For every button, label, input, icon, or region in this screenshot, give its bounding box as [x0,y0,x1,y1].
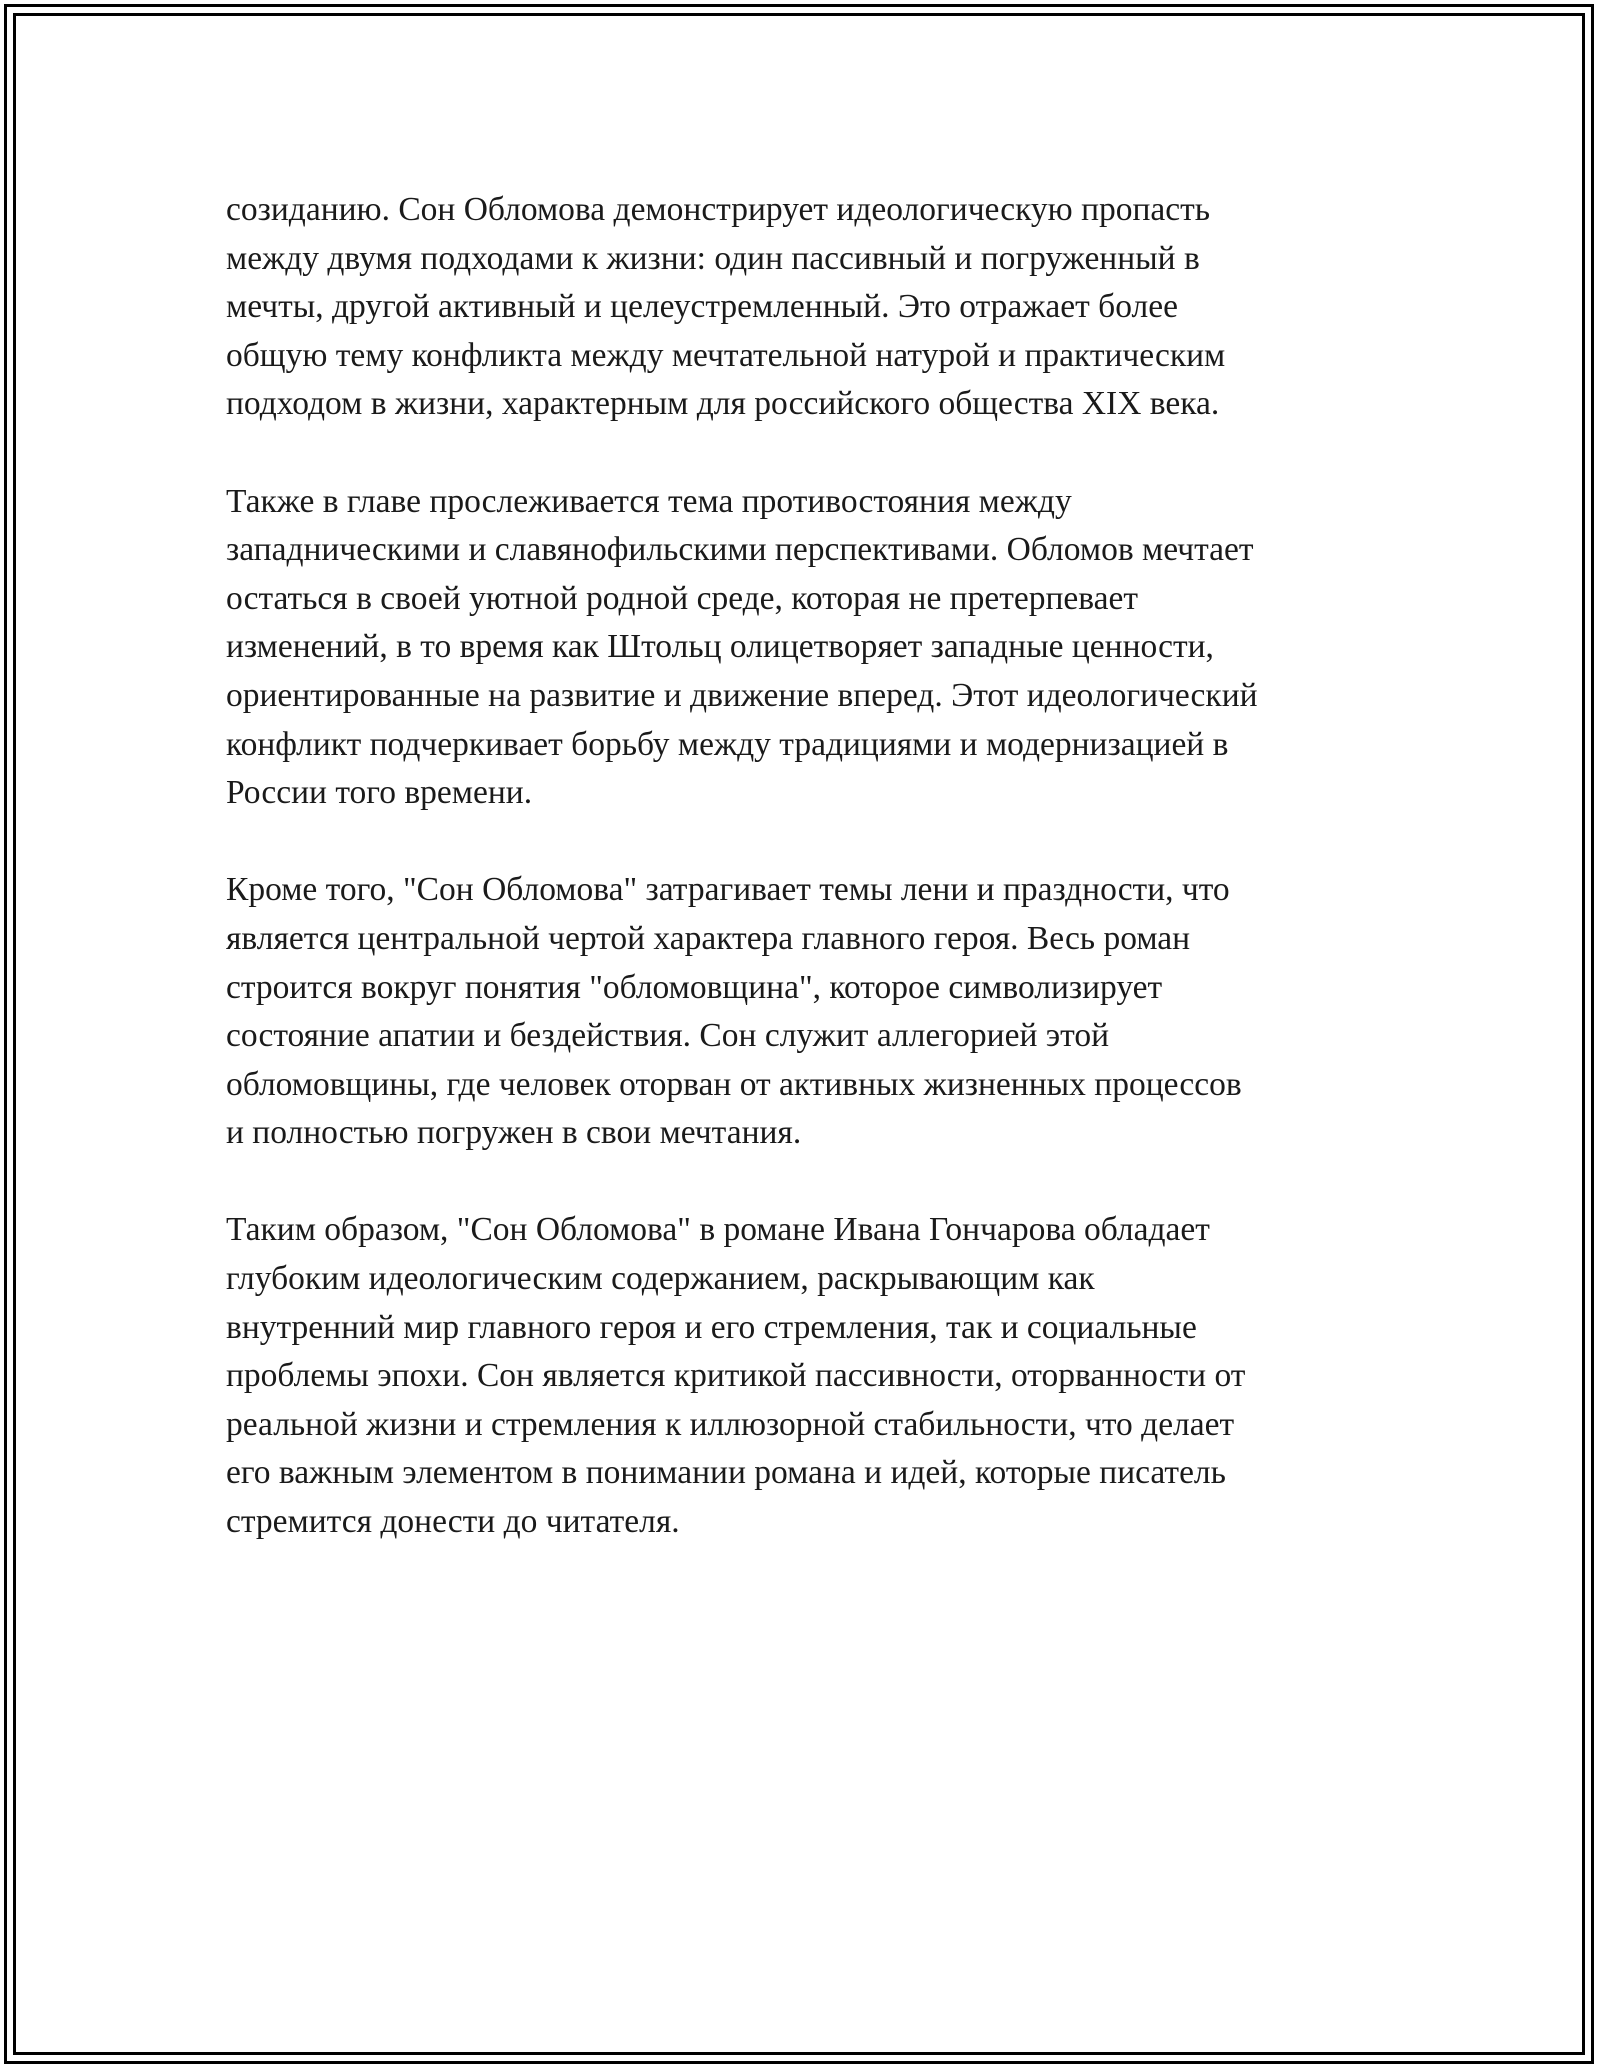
paragraph-4: Таким образом, "Сон Обломова" в романе Ивана Гончарова обладает глубоким идеологическим содержанием, раскрывающим как внутренний мир главного героя и его стремления, так и социальные проблемы эпохи. Сон является критикой пассивности, оторванности от реальной жизни и стремления к иллюзорной стабильности, что делает его важным элементом в понимании романа и идей, которые писатель стремится донести до читателя. [226,1211,1246,1541]
document-body [226,186,1376,1595]
paragraph-2: Также в главе прослеживается тема противостояния между западническими и славянофильскими перспективами. Обломов мечтает остаться в своей уютной родной среде, которая не претерпевает изменений, в то время как Штольц олицетворяет западные ценности, ориентированные на развитие и движение вперед. Этот идеологический конфликт подчеркивает борьбу между традициями и модернизацией в России того времени. [226,482,1258,812]
paragraph-1: созиданию. Сон Обломова демонстрирует идеологическую пропасть между двумя подходами к жизни: один пассивный и погруженный в мечты, другой активный и целеустремленный. Это отражает более общую тему конфликта между мечтательной натурой и практическим подходом в жизни, характерным для российского общества XIX века. [226,191,1226,423]
paragraph-3: Кроме того, "Сон Обломова" затрагивает темы лени и праздности, что является центральной чертой характера главного героя. Весь роман строится вокруг понятия "обломовщина", которое символизирует состояние апатии и бездействия. Сон служит аллегорией этой обломовщины, где человек оторван от активных жизненных процессов и полностью погружен в свои мечтания. [226,871,1242,1152]
